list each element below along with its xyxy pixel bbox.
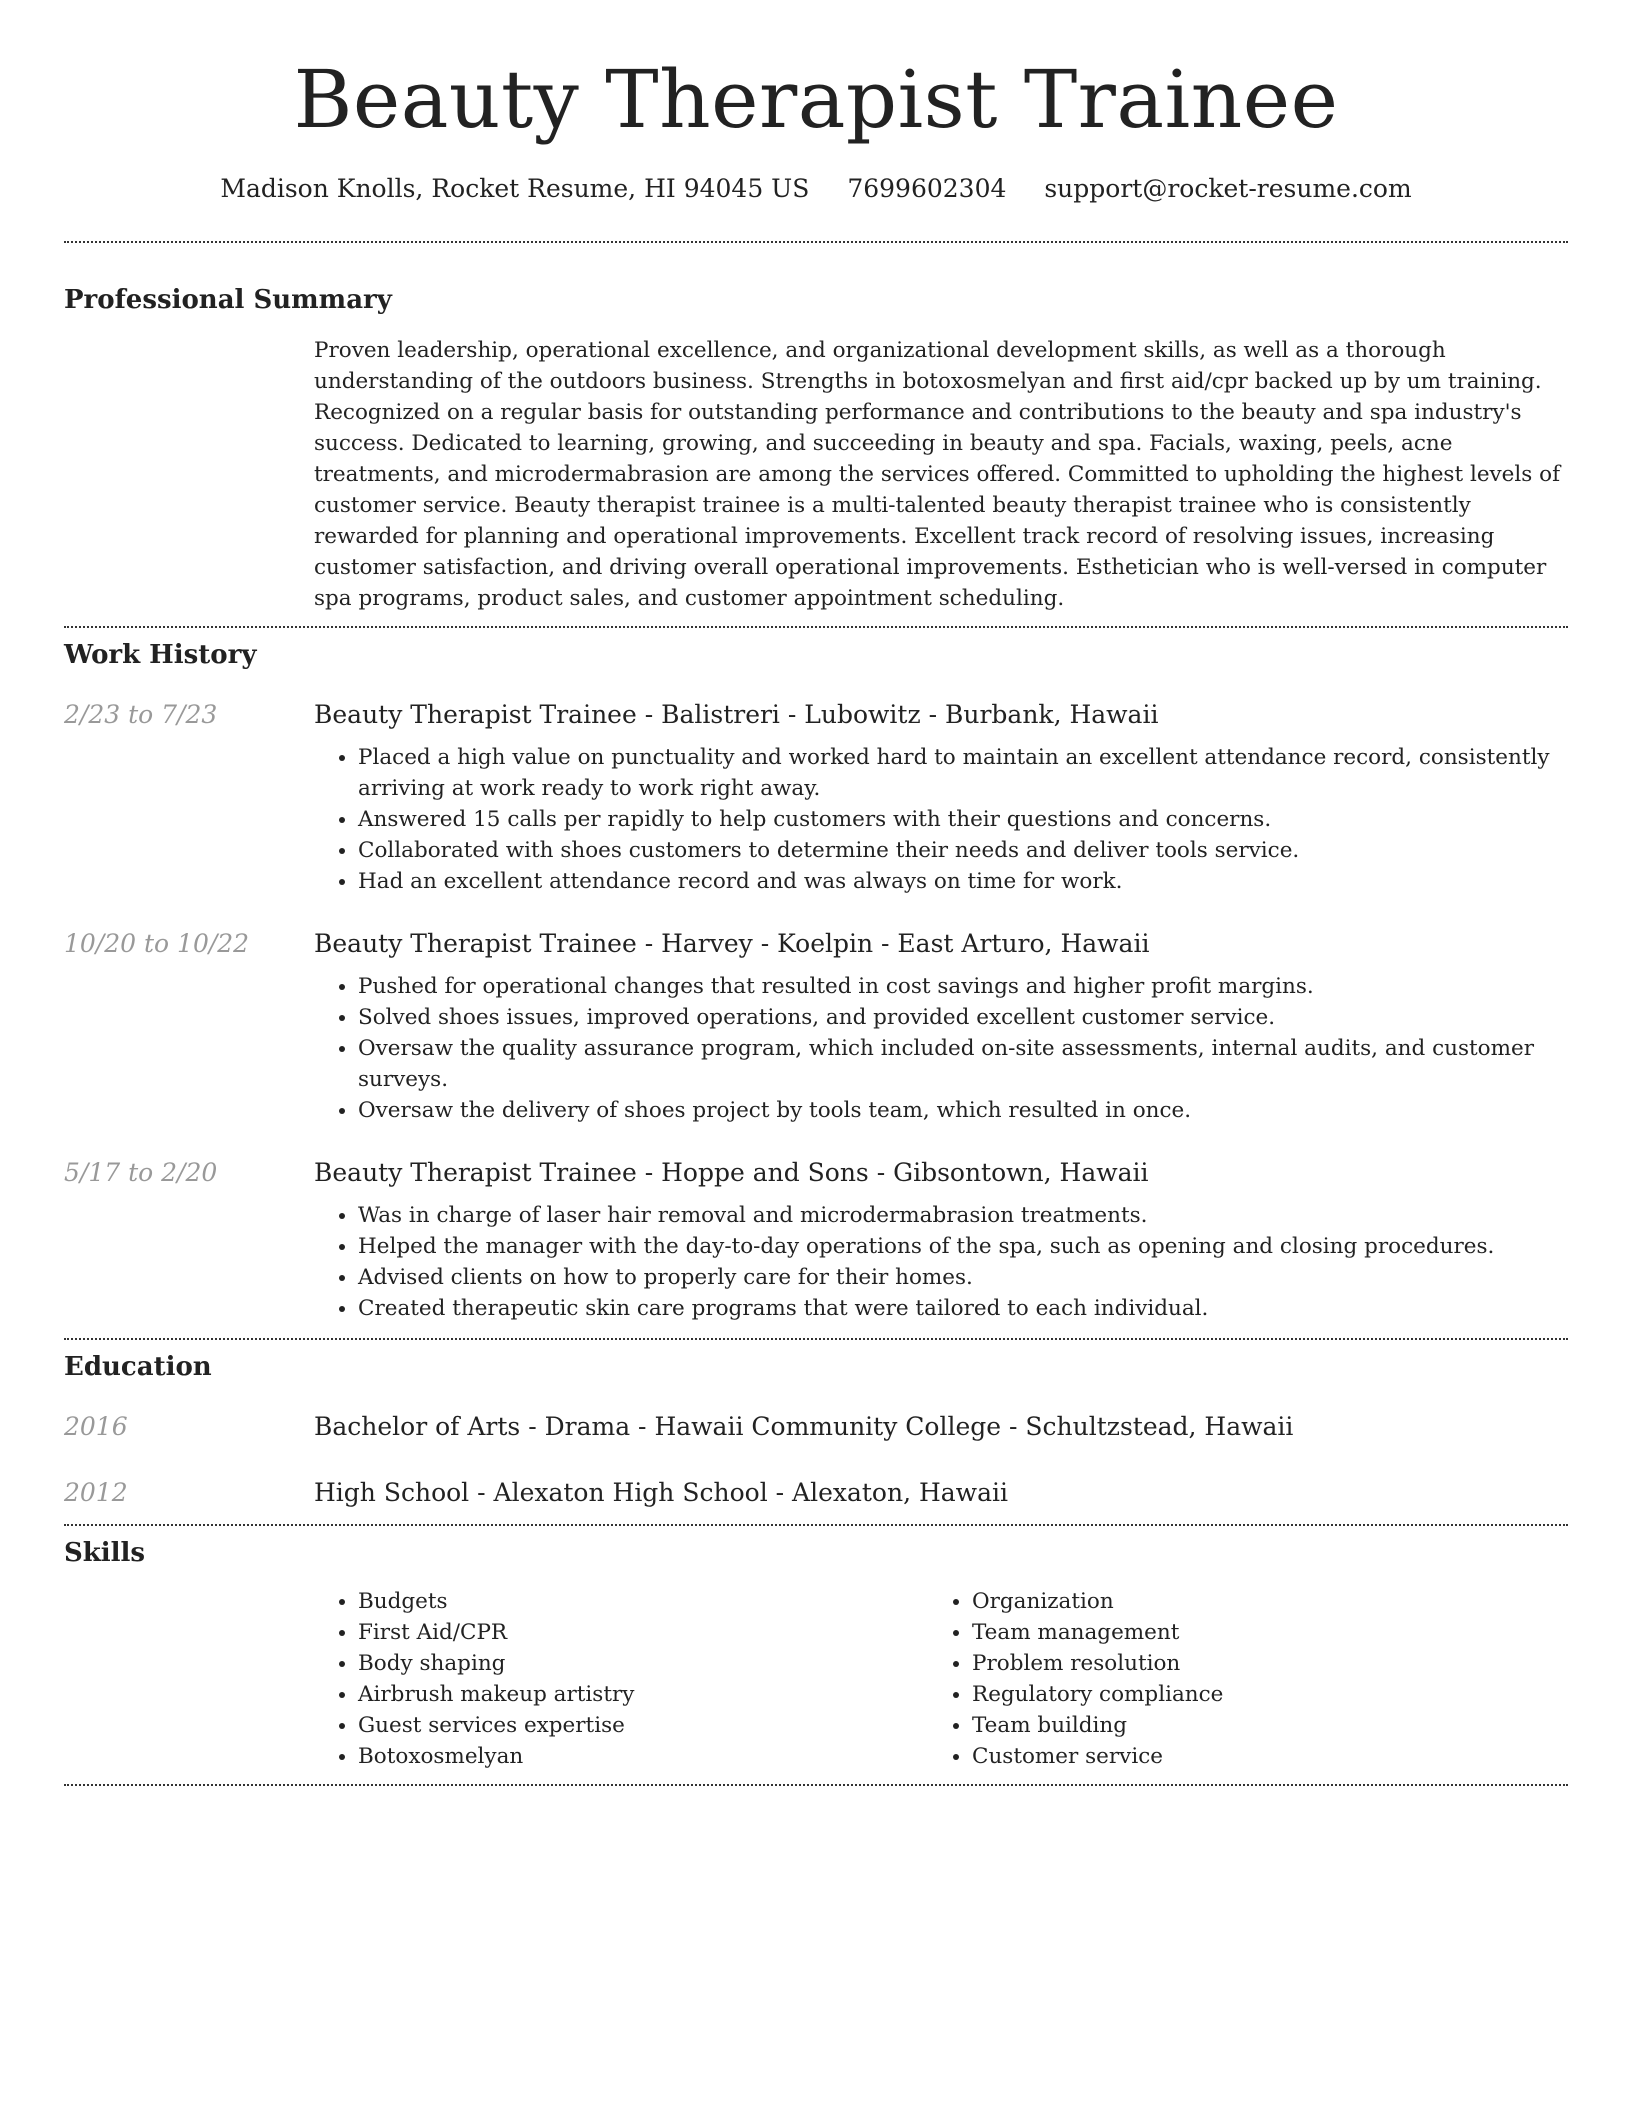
list-item: • Answered 15 calls per rapidly to help customers with their questions and concerns. — [358, 804, 1568, 835]
section-title-summary: Professional Summary — [64, 285, 392, 315]
divider — [64, 241, 1568, 243]
list-item: • Was in charge of laser hair removal and microdermabrasion treatments. — [358, 1200, 1568, 1231]
section-title-work-history: Work History — [64, 640, 257, 670]
education-year: 2012 — [64, 1478, 128, 1507]
job-dates: 2/23 to 7/23 — [64, 700, 218, 729]
job-bullets — [314, 742, 1568, 897]
education-entry — [64, 1410, 1568, 1444]
job-bullets — [314, 1200, 1568, 1324]
skill-item: • Regulatory compliance — [972, 1679, 1542, 1710]
skill-item: • Customer service — [972, 1741, 1542, 1772]
list-item: • Oversaw the quality assurance program, which included on-site assessments, internal audits, and customer surveys. — [358, 1033, 1568, 1095]
job-entry — [64, 927, 1568, 1126]
list-item: • Advised clients on how to properly care for their homes. — [358, 1262, 1568, 1293]
contact-email: support@rocket-resume.com — [1044, 174, 1412, 203]
list-item: • Collaborated with shoes customers to determine their needs and deliver tools service. — [358, 835, 1568, 866]
skills-grid — [314, 1586, 1568, 1772]
job-bullets — [314, 971, 1568, 1126]
education-heading: Bachelor of Arts - Drama - Hawaii Community College - Schultzstead, Hawaii — [314, 1412, 1294, 1441]
list-item: • Placed a high value on punctuality and worked hard to maintain an excellent attendance record, consistently arriving at work ready to work right away. — [358, 742, 1568, 804]
resume-title: Beauty Therapist Trainee — [293, 53, 1339, 146]
work-history-section — [64, 638, 1568, 1324]
skill-item: • Body shaping — [358, 1648, 928, 1679]
contact-address: Madison Knolls, Rocket Resume, HI 94045 US — [220, 174, 810, 203]
skill-item: • Budgets — [358, 1586, 928, 1617]
job-dates: 10/20 to 10/22 — [64, 929, 250, 958]
section-title-skills: Skills — [64, 1538, 146, 1568]
divider — [64, 1524, 1568, 1526]
skills-section — [64, 1536, 1568, 1772]
skill-item: • Guest services expertise — [358, 1710, 928, 1741]
skills-list-left — [314, 1586, 928, 1772]
education-entry — [64, 1476, 1568, 1510]
skill-item: • First Aid/CPR — [358, 1617, 928, 1648]
divider — [64, 1784, 1568, 1786]
job-heading: Beauty Therapist Trainee - Balistreri - Lubowitz - Burbank, Hawaii — [314, 700, 1159, 729]
list-item: • Oversaw the delivery of shoes project by tools team, which resulted in once. — [358, 1095, 1568, 1126]
skill-item: • Botoxosmelyan — [358, 1741, 928, 1772]
skill-item: • Team building — [972, 1710, 1542, 1741]
list-item: • Had an excellent attendance record and was always on time for work. — [358, 866, 1568, 897]
skill-item: • Organization — [972, 1586, 1542, 1617]
education-heading: High School - Alexaton High School - Alexaton, Hawaii — [314, 1478, 1008, 1507]
list-item: • Helped the manager with the day-to-day operations of the spa, such as opening and closing procedures. — [358, 1231, 1568, 1262]
contact-line — [64, 172, 1568, 206]
education-year: 2016 — [64, 1412, 128, 1441]
job-heading: Beauty Therapist Trainee - Harvey - Koelpin - East Arturo, Hawaii — [314, 929, 1150, 958]
list-item: • Created therapeutic skin care programs that were tailored to each individual. — [358, 1293, 1568, 1324]
list-item: • Pushed for operational changes that resulted in cost savings and higher profit margins. — [358, 971, 1568, 1002]
skill-item: • Problem resolution — [972, 1648, 1542, 1679]
job-dates: 5/17 to 2/20 — [64, 1158, 218, 1187]
list-item: • Solved shoes issues, improved operations, and provided excellent customer service. — [358, 1002, 1568, 1033]
skill-item: • Team management — [972, 1617, 1542, 1648]
section-title-education: Education — [64, 1352, 212, 1382]
skill-item: • Airbrush makeup artistry — [358, 1679, 928, 1710]
summary-text: Proven leadership, operational excellence, and organizational development skills, as well as a thorough understanding of the outdoors business. Strengths in botoxosmelyan and first aid/cpr backed up by um training. Recognized on a regular basis for outstanding performance and contributions to the beauty and spa industry's success. Dedicated to learning, growing, and succeeding in beauty and spa. Facials, waxing, peels, acne treatments, and microdermabrasion are among the services offered. Committed to upholding the highest levels of customer service. Beauty therapist trainee is a multi-talented beauty therapist trainee who is consistently rewarded for planning and operational improvements. Excellent track record of resolving issues, increasing customer satisfaction, and driving overall operational improvements. Esthetician who is well-versed in computer spa programs, product sales, and customer appointment scheduling. — [314, 338, 1561, 611]
divider — [64, 626, 1568, 628]
skills-list-right — [928, 1586, 1542, 1772]
summary-section — [64, 283, 1568, 614]
contact-phone: 7699602304 — [847, 174, 1007, 203]
divider — [64, 1338, 1568, 1340]
job-entry — [64, 1156, 1568, 1324]
job-entry — [64, 698, 1568, 897]
education-section — [64, 1350, 1568, 1510]
job-heading: Beauty Therapist Trainee - Hoppe and Sons - Gibsontown, Hawaii — [314, 1158, 1149, 1187]
